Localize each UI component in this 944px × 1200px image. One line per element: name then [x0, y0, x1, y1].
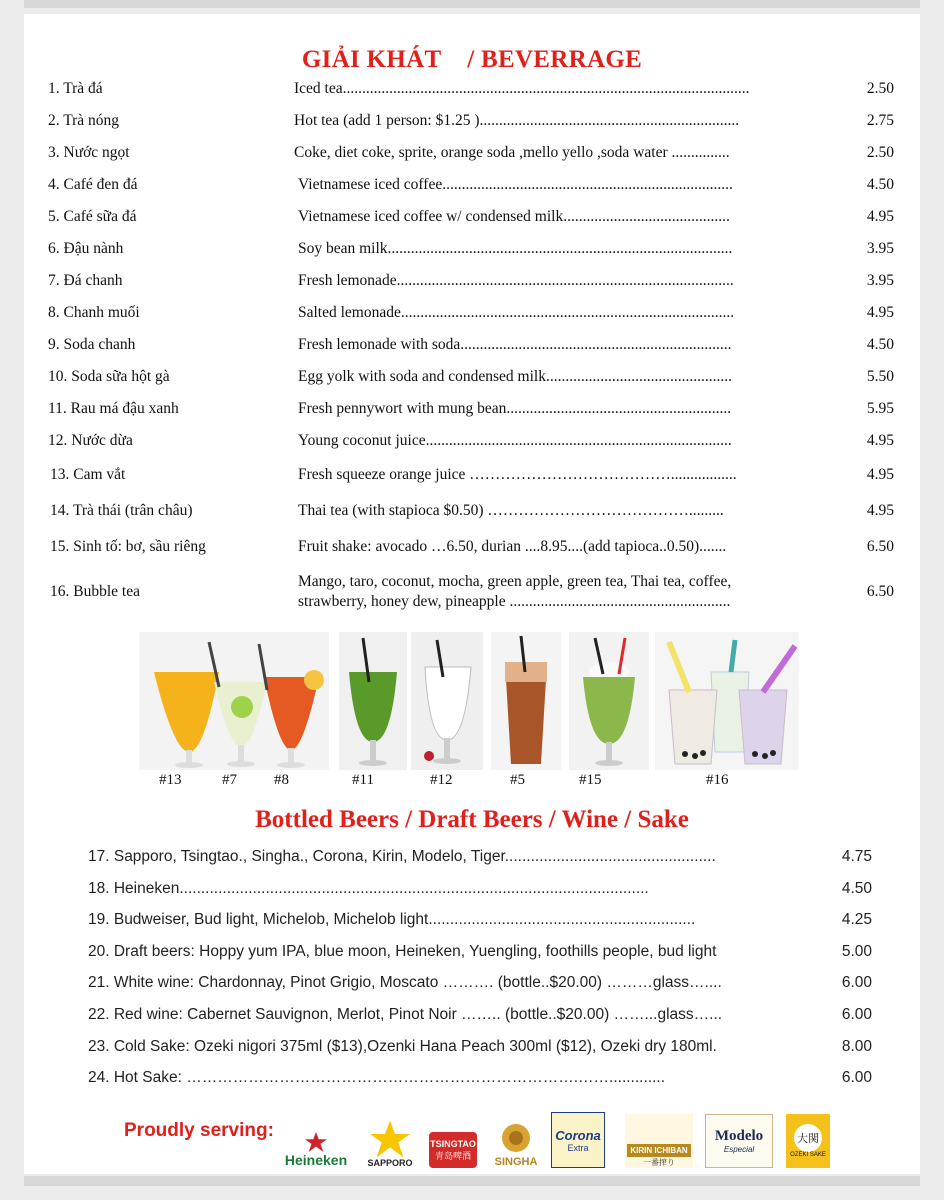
beverage-viet-name: 4. Café đen đá: [48, 176, 138, 193]
beverage-viet-name: 7. Đá chanh: [48, 272, 123, 289]
beverage-viet-name: 10. Soda sữa hột gà: [48, 368, 170, 385]
beverage-viet-name: 9. Soda chanh: [48, 336, 136, 353]
beverage-english-name: Fresh pennywort with mung bean..........................................................: [298, 400, 732, 417]
beverage-price: 4.95: [866, 432, 894, 449]
beverage-viet-name: 5. Café sữa đá: [48, 208, 137, 225]
beer-item-text: 17. Sapporo, Tsingtao., Singha., Corona, Kirin, Modelo, Tiger.................................................: [88, 848, 716, 865]
beverage-price: 3.95: [866, 272, 894, 289]
beverage-viet-name: 11. Rau má đậu xanh: [48, 400, 179, 417]
photo-drink-12: [411, 632, 483, 770]
beverage-price: 4.95: [866, 502, 894, 519]
beverage-viet-name: 3. Nước ngọt: [48, 144, 130, 161]
modelo-logo: [704, 1112, 774, 1168]
corona-text: Corona: [555, 1127, 601, 1143]
beverage-price: 4.95: [866, 304, 894, 321]
beverage-price: 4.95: [866, 208, 894, 225]
beverage-english-name: Young coconut juice...............................................................................: [298, 432, 732, 449]
beverage-english-name: Fresh lemonade.......................................................................................: [298, 272, 734, 289]
photo-label: #15: [579, 772, 602, 788]
photo-drinks-13-7-8: [139, 632, 329, 770]
tsingtao-logo: [426, 1112, 480, 1168]
singha-logo: [488, 1112, 544, 1168]
bottom-border: [24, 1176, 920, 1186]
lion-icon: [498, 1122, 534, 1156]
beverage-price: 5.95: [866, 400, 894, 417]
kirin-text: KIRIN ICHIBAN: [627, 1144, 690, 1157]
beverage-viet-name: 13. Cam vắt: [50, 466, 126, 483]
beverage-price: 3.95: [866, 240, 894, 257]
beverage-english-name: Fresh lemonade with soda......................................................................: [298, 336, 732, 353]
beer-price: 8.00: [841, 1037, 872, 1055]
beer-price: 6.00: [841, 1006, 872, 1023]
beverage-viet-name: 14. Trà thái (trân châu): [50, 502, 193, 519]
kirin-logo: [624, 1112, 694, 1168]
photo-label: #8: [274, 772, 289, 788]
beer-price: 6.00: [841, 1069, 872, 1087]
corona-logo: [550, 1112, 606, 1168]
beverage-price: 4.95: [866, 466, 894, 483]
photo-drink-5: [491, 632, 561, 770]
beer-item-text: 20. Draft beers: Hoppy yum IPA, blue moon, Heineken, Yuengling, foothills people, bud light: [88, 942, 717, 960]
tsingtao-subtext: 青岛啤酒: [434, 1150, 471, 1161]
beer-section-title: Bottled Beers / Draft Beers / Wine / Sake: [255, 806, 689, 833]
beer-price: 4.75: [841, 848, 872, 865]
photo-drink-16: [655, 632, 799, 770]
beverage-english-name: Coke, diet coke, sprite, orange soda ,mello yello ,soda water ...............: [294, 144, 730, 161]
beverage-price: 2.50: [866, 144, 894, 161]
beer-item-text: 19. Budweiser, Bud light, Michelob, Michelob light..............................................................: [88, 911, 696, 929]
beer-item-text: 18. Heineken.............................................................................................................: [88, 879, 649, 897]
beverage-english-name: Fruit shake: avocado …6.50, durian ....8.95....(add tapioca..0.50).......: [298, 538, 727, 555]
beverage-price: 6.50: [866, 583, 894, 600]
beer-price: 5.00: [841, 942, 872, 960]
beverage-english-name: Hot tea (add 1 person: $1.25 )...................................................................: [294, 112, 740, 129]
beer-item-text: 23. Cold Sake: Ozeki nigori 375ml ($13),Ozenki Hana Peach 300ml ($12), Ozeki dry 180ml.: [88, 1037, 717, 1055]
beverage-title: GIẢI KHÁT / BEVERRAGE: [301, 46, 643, 73]
beverage-price: 2.50: [866, 80, 894, 97]
heineken-logo: [280, 1112, 352, 1168]
photo-label: #11: [352, 772, 374, 788]
photo-label: #7: [222, 772, 237, 788]
photo-label: #12: [430, 772, 453, 788]
beer-item-text: 22. Red wine: Cabernet Sauvignon, Merlot, Pinot Noir …….. (bottle..$20.00) ……...glass…...: [88, 1006, 723, 1023]
drink-photo-strip: [139, 632, 799, 772]
beverage-viet-name: 12. Nước dừa: [48, 432, 133, 449]
beverage-price: 4.50: [866, 336, 894, 353]
beverage-viet-name: 2. Trà nóng: [48, 112, 120, 129]
photo-drink-11: [339, 632, 407, 770]
beverage-viet-name: 16. Bubble tea: [50, 583, 140, 600]
sapporo-text: SAPPORO: [367, 1158, 413, 1168]
ozeki-subtext: OZEKI SAKE: [790, 1152, 826, 1158]
singha-text: SINGHA: [494, 1156, 538, 1168]
heineken-text: Heineken: [284, 1152, 348, 1168]
beverage-viet-name: 1. Trà đá: [48, 80, 103, 97]
photo-label: #16: [706, 772, 729, 788]
beverage-english-name: Soy bean milk.........................................................................................: [298, 240, 733, 257]
beverage-english-name: Egg yolk with soda and condensed milk................................................: [298, 368, 732, 385]
beer-price: 6.00: [841, 974, 872, 992]
photo-label: #13: [159, 772, 182, 788]
modelo-text: Modelo: [714, 1128, 764, 1144]
ozeki-logo: [784, 1112, 832, 1168]
star-icon: [370, 1120, 410, 1158]
beverage-english-name: Fresh squeeze orange juice ………………………………….................: [298, 466, 737, 483]
photo-label: #5: [510, 772, 525, 788]
beer-price: 4.50: [841, 879, 872, 897]
beverage-price: 2.75: [866, 112, 894, 129]
beverage-english-name: Thai tea (with stapioca $0.50) ………………………………….........: [298, 502, 724, 519]
beverage-price: 4.50: [866, 176, 894, 193]
photo-drink-15: [569, 632, 649, 770]
top-border: [24, 0, 920, 8]
beverage-english-name: Vietnamese iced coffee...........................................................................: [298, 176, 733, 193]
beverage-price: 5.50: [866, 368, 894, 385]
sapporo-logo: [360, 1112, 420, 1168]
corona-subtext: Extra: [567, 1142, 589, 1153]
beverage-english-name: Vietnamese iced coffee w/ condensed milk...........................................: [298, 208, 730, 225]
beverage-price: 6.50: [866, 538, 894, 555]
beverage-english-name: Iced tea.........................................................................................................: [294, 80, 750, 97]
ozeki-text: 大関: [794, 1124, 822, 1152]
proudly-serving-label: Proudly serving:: [124, 1120, 274, 1141]
beer-item-text: 24. Hot Sake: ………………………………………………………………….…….............: [88, 1069, 666, 1087]
beverage-viet-name: 6. Đậu nành: [48, 240, 124, 257]
tsingtao-text: TSINGTAO: [430, 1138, 476, 1149]
menu-page: [24, 14, 920, 1174]
kirin-subtext: 一番搾り: [643, 1158, 675, 1167]
modelo-subtext: Especial: [723, 1145, 755, 1154]
beverage-english-name: Salted lemonade......................................................................................: [298, 304, 735, 321]
beer-item-text: 21. White wine: Chardonnay, Pinot Grigio, Moscato ………. (bottle..$20.00) ………glass…....: [88, 974, 722, 992]
beverage-english-name: Mango, taro, coconut, mocha, green apple, green tea, Thai tea, coffee, strawberry, honey dew, pineapple .........................................................: [298, 573, 732, 610]
beverage-viet-name: 15. Sinh tố: bơ, sầu riêng: [50, 538, 206, 555]
beverage-viet-name: 8. Chanh muối: [48, 304, 140, 321]
star-icon: [305, 1132, 327, 1152]
beer-price: 4.25: [841, 911, 872, 929]
